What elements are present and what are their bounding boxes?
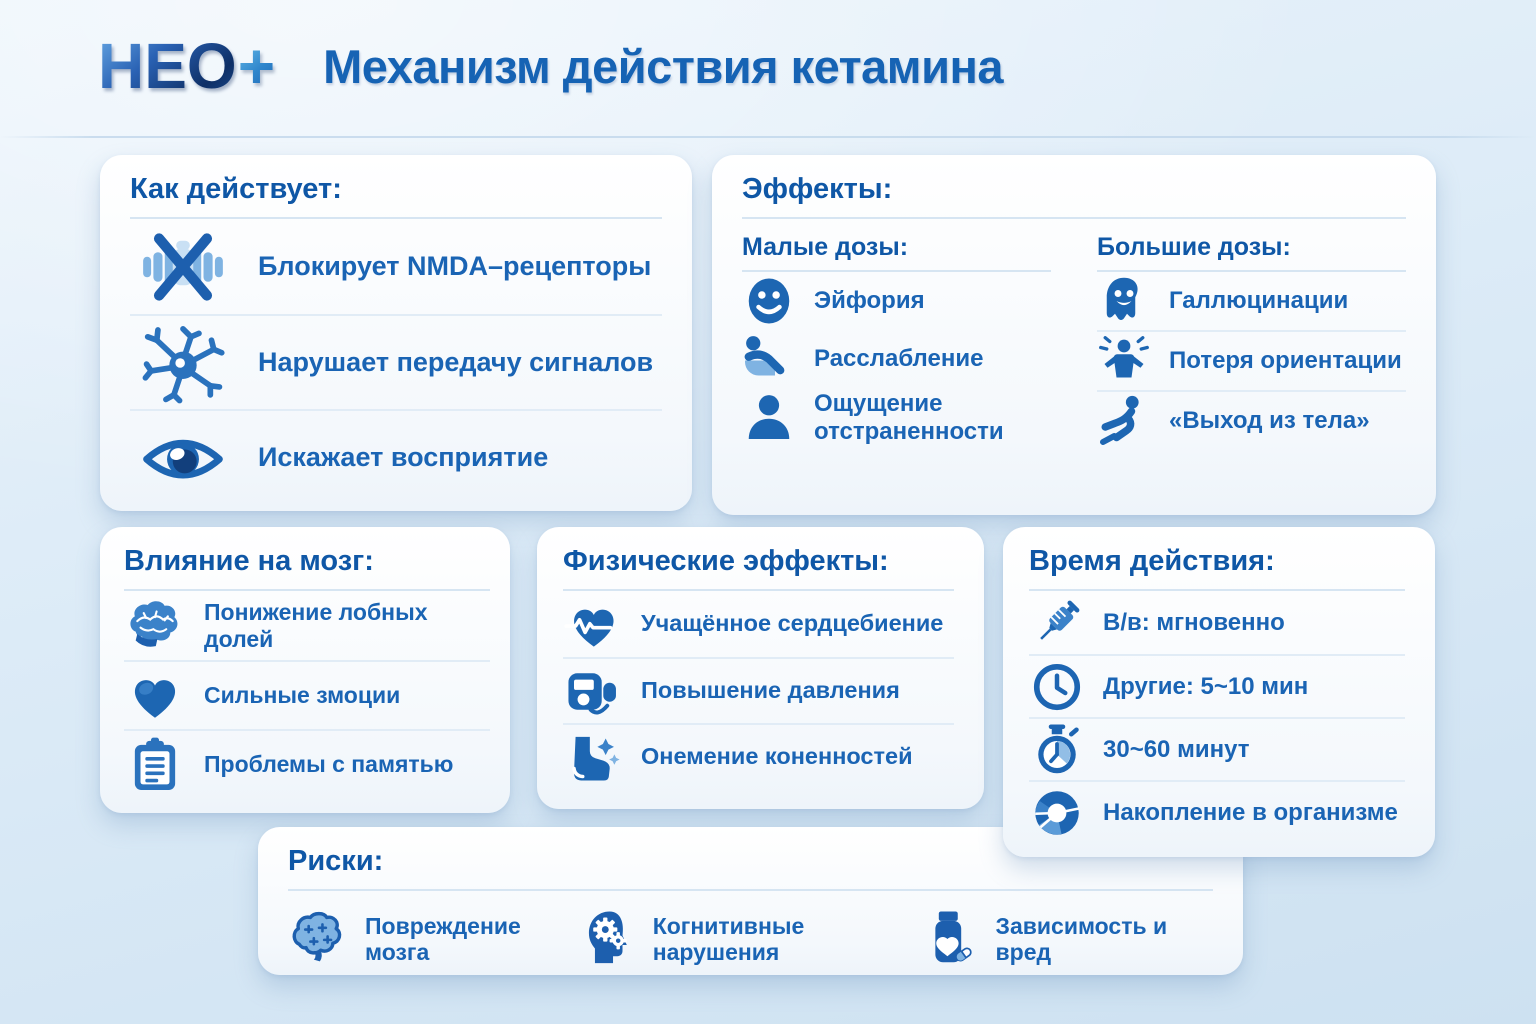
effects-columns (742, 219, 1406, 450)
list-item (563, 591, 954, 657)
item-label: Когнитивные нарушения (652, 912, 805, 965)
heartbeat-icon (563, 596, 623, 653)
list-item (130, 314, 662, 409)
heart-icon (124, 667, 186, 725)
item-label: Блокирует NMDA–рецепторы (258, 250, 652, 281)
list-item (124, 660, 490, 729)
syringe-icon (1029, 596, 1085, 650)
list-item (288, 903, 576, 975)
column-subtitle: Большие дозы: (1097, 233, 1406, 272)
receptor-blocked-icon (130, 226, 236, 308)
brain-influence-list (124, 591, 490, 798)
item-label: Понижение лобных долей (204, 599, 428, 652)
item-label: Сильные змоции (204, 682, 401, 709)
card-title: Эффекты: (742, 173, 1406, 219)
item-label: Галлюцинации (1169, 287, 1349, 315)
list-item (124, 729, 490, 798)
card-title: Физические эффекты: (563, 545, 954, 591)
list-item (1029, 780, 1405, 843)
item-label: Искажает восприятие (258, 441, 549, 472)
pill-bottle-icon (919, 907, 981, 971)
smiley-icon (742, 274, 796, 328)
card-title: Время действия: (1029, 545, 1405, 591)
item-label: Накопление в организме (1103, 798, 1398, 826)
item-label: Нарушает передачу сигналов (258, 346, 654, 377)
small-doses-column (742, 219, 1051, 450)
list-item (563, 723, 954, 789)
brain-risks-icon (288, 907, 350, 971)
card-title: Как действует: (130, 173, 662, 219)
stopwatch-icon (1029, 723, 1085, 777)
reclining-person-icon (742, 332, 796, 386)
page-header (98, 30, 1003, 102)
list-item (742, 272, 1051, 330)
eye-icon (130, 417, 236, 499)
page-title: Механизм действия кетамина (323, 39, 1003, 93)
item-label: Эйфория (814, 287, 925, 315)
item-label: Другие: 5~10 мин (1103, 672, 1309, 700)
card-how-it-works (100, 155, 692, 511)
risks-list (288, 903, 1213, 975)
item-label: Зависимость и вред (995, 912, 1168, 965)
logo-plus-icon: + (237, 30, 276, 102)
card-effects (712, 155, 1436, 515)
list-item (1097, 330, 1406, 390)
clock-icon (1029, 660, 1085, 714)
list-item (1029, 591, 1405, 654)
disoriented-person-icon (1097, 334, 1151, 388)
card-title: Влияние на мозг: (124, 545, 490, 591)
list-item (124, 591, 490, 660)
list-item (1097, 272, 1406, 330)
ghost-icon (1097, 274, 1151, 328)
item-label: Повреждение мозга (365, 912, 521, 965)
card-physical-effects (537, 527, 984, 809)
list-item (1029, 654, 1405, 717)
foot-numb-icon (563, 729, 623, 786)
item-label: 30~60 минут (1103, 735, 1250, 763)
list-item (130, 409, 662, 504)
logo-text: НЕО (98, 30, 237, 102)
clipboard-icon (124, 736, 186, 794)
list-item (742, 330, 1051, 388)
how-it-works-list (130, 219, 662, 504)
list-item (563, 657, 954, 723)
pie-donut-icon (1029, 786, 1085, 840)
physical-effects-list (563, 591, 954, 789)
item-label: Проблемы с памятью (204, 751, 454, 778)
item-label: «Выход из тела» (1169, 407, 1370, 435)
card-title: Риски: (288, 845, 1213, 891)
large-doses-list (1097, 272, 1406, 450)
head-gears-icon (576, 907, 638, 971)
bp-monitor-icon (563, 663, 623, 720)
out-of-body-icon (1097, 394, 1151, 448)
item-label: В/в: мгновенно (1103, 608, 1285, 636)
list-item (1097, 390, 1406, 450)
list-item (742, 388, 1051, 447)
item-label: Расслабление (814, 345, 984, 373)
list-item (130, 219, 662, 314)
item-label: Потеря ориентации (1169, 347, 1402, 375)
large-doses-column (1097, 219, 1406, 450)
neuron-icon (130, 322, 236, 404)
item-label: Ощущение отстраненности (814, 390, 1004, 445)
item-label: Повышение давления (641, 677, 900, 704)
brain-icon (124, 597, 186, 655)
header-divider (0, 136, 1536, 138)
card-time-of-action (1003, 527, 1435, 857)
item-label: Онемение коненностей (641, 743, 913, 770)
card-brain-influence (100, 527, 510, 813)
person-bust-icon (742, 391, 796, 445)
neo-plus-logo (98, 30, 276, 102)
small-doses-list (742, 272, 1051, 447)
time-of-action-list (1029, 591, 1405, 843)
list-item (919, 903, 1213, 975)
list-item (1029, 717, 1405, 780)
list-item (576, 903, 919, 975)
item-label: Учащённое сердцебиение (641, 610, 944, 637)
column-subtitle: Малые дозы: (742, 233, 1051, 272)
